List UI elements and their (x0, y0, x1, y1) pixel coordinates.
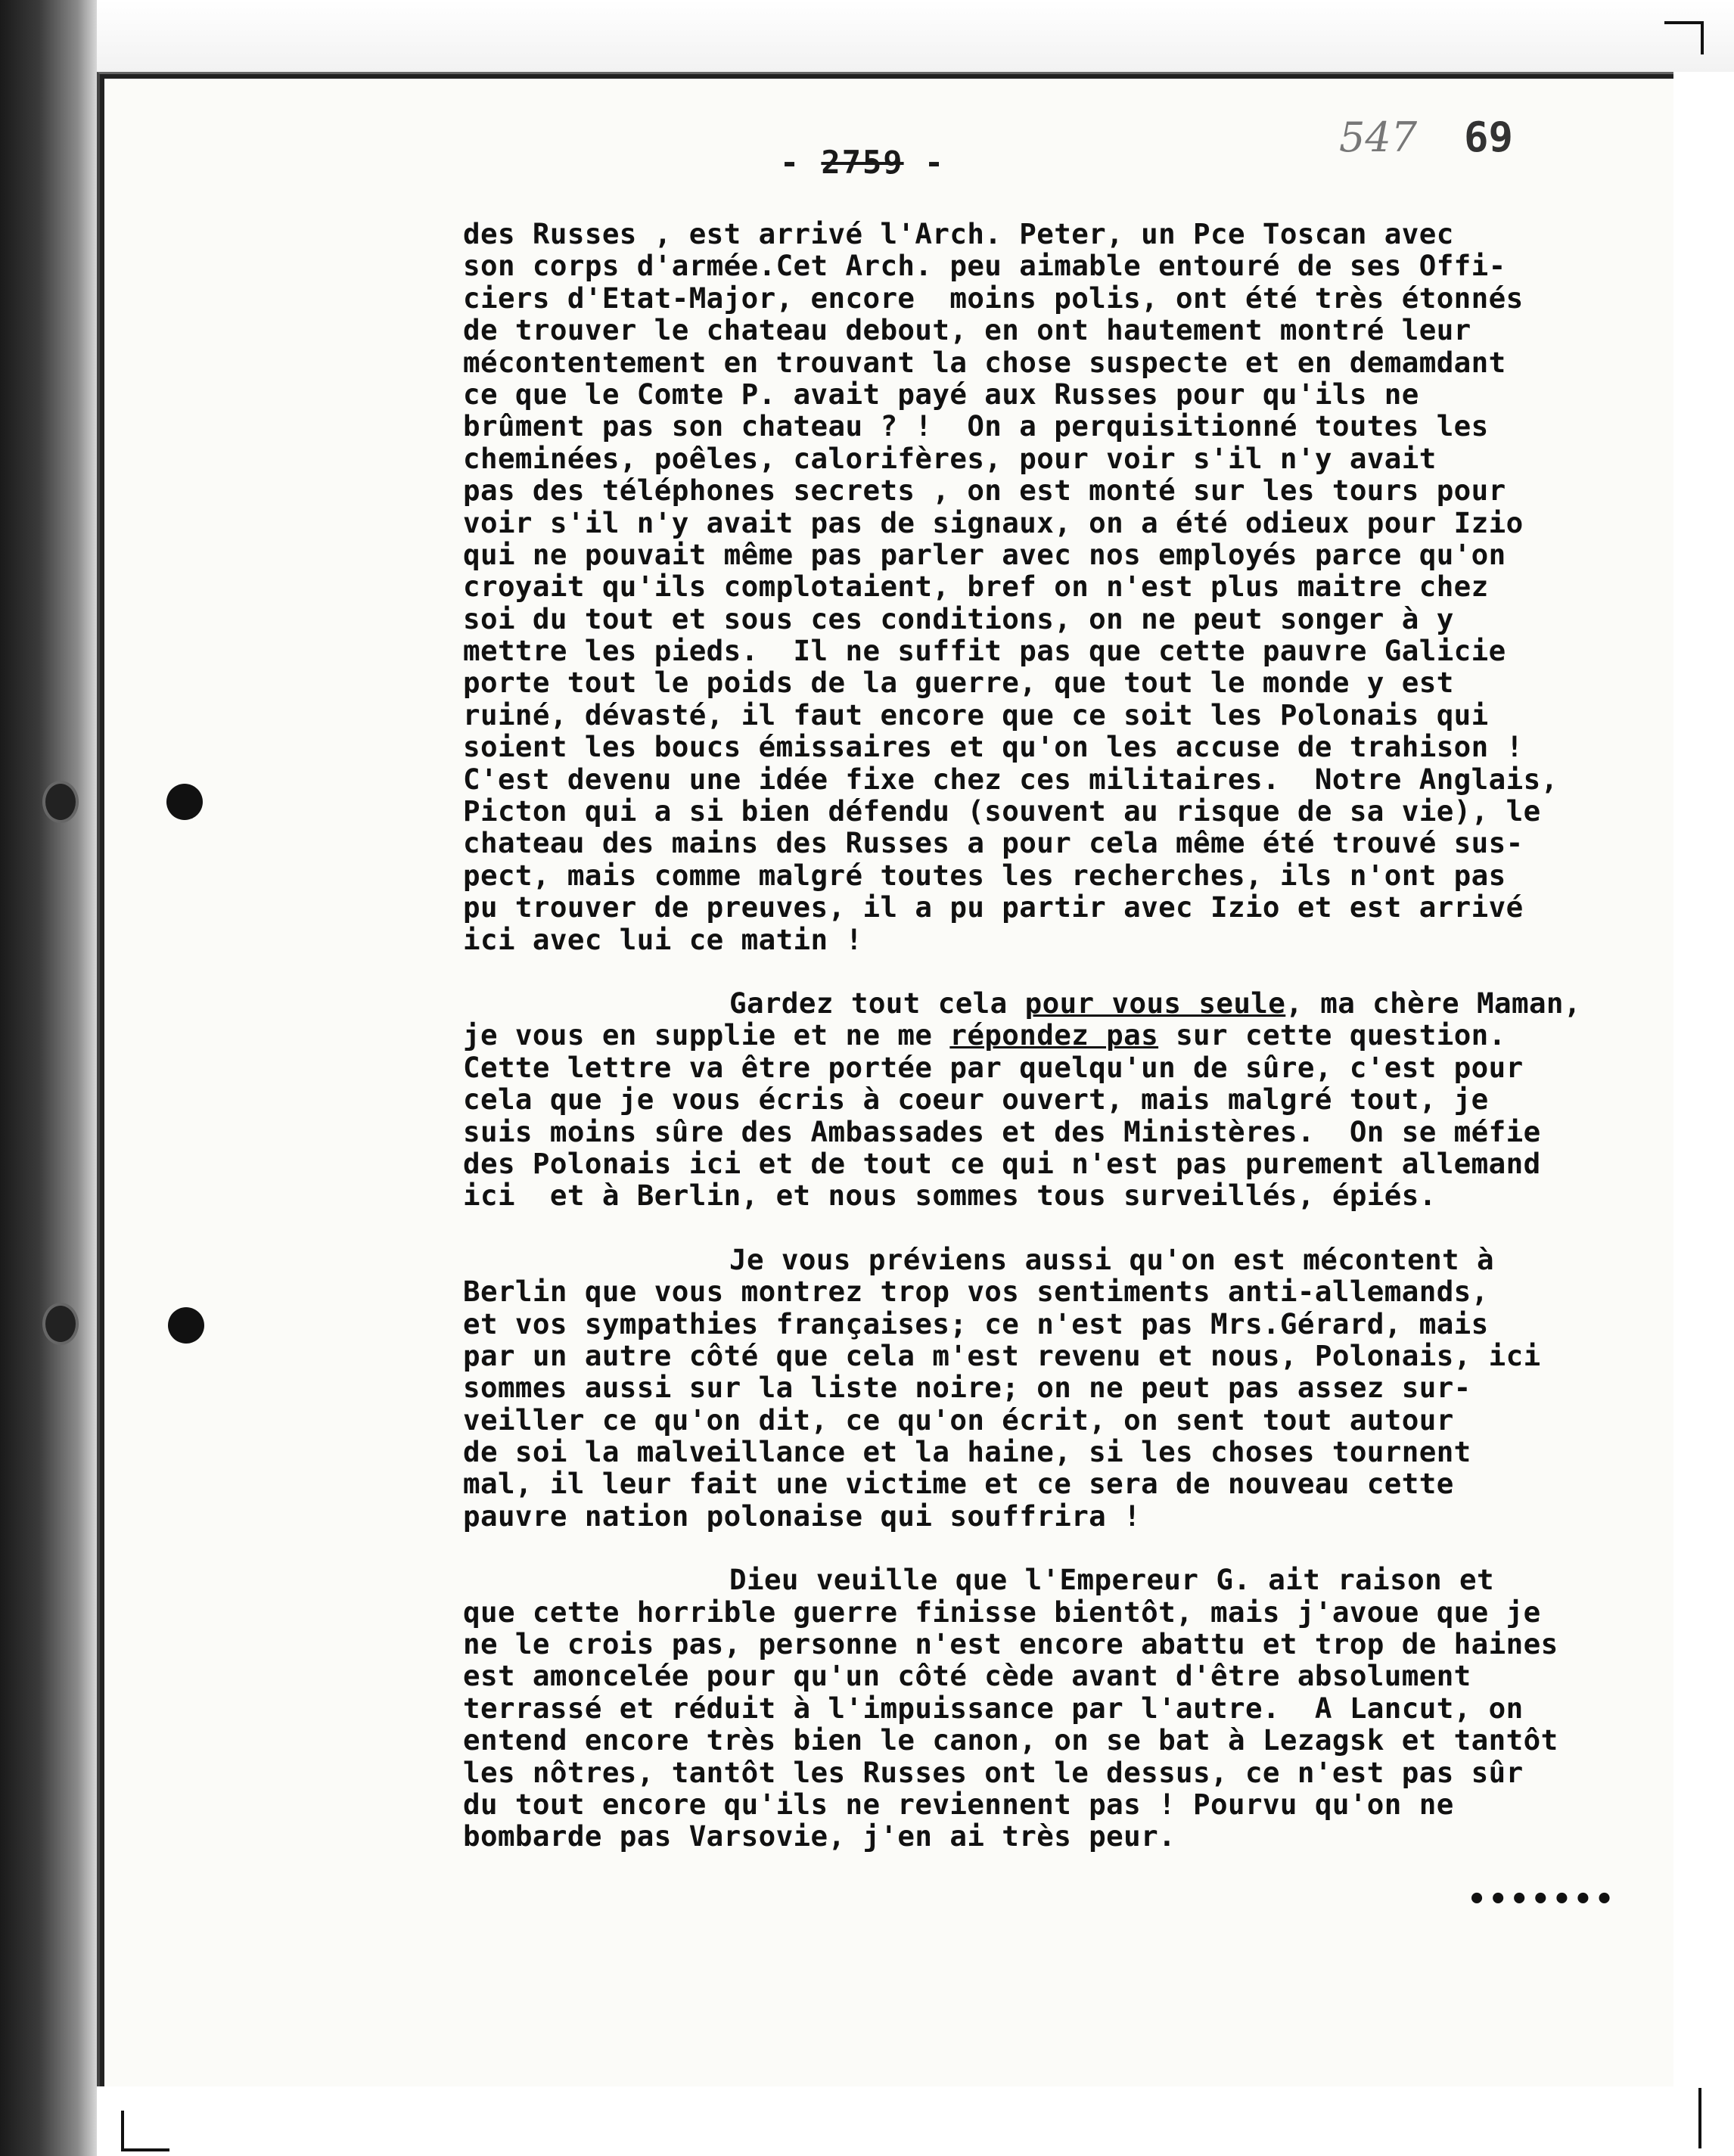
text-line: ruiné, dévasté, il faut encore que ce soit les Polonais qui (463, 697, 1489, 732)
text-line: que cette horrible guerre finisse bientôt, mais j'avoue que je (463, 1595, 1541, 1629)
text-line: pauvre nation polonaise qui souffrira ! (463, 1499, 1142, 1533)
text-line: Picton qui a si bien défendu (souvent au risque de sa vie), le (463, 794, 1541, 828)
text-line: les nôtres, tantôt les Russes ont le dessus, ce n'est pas sûr (463, 1755, 1524, 1789)
text-line: voir s'il n'y avait pas de signaux, on a été odieux pour Izio (463, 505, 1524, 539)
punch-hole-edge-upper (42, 781, 79, 823)
text-line: ce que le Comte P. avait payé aux Russes pour qu'ils ne (463, 377, 1419, 411)
text-line: est amoncelée pour qu'un côté cède avant d'être absolument (463, 1659, 1471, 1693)
text-line-indented: Gardez tout cela pour vous seule, ma chère Maman, (729, 986, 1581, 1020)
text-line: C'est devenu une idée fixe chez ces militaires. Notre Anglais, (463, 762, 1558, 796)
text-line: porte tout le poids de la guerre, que tout le monde y est (463, 666, 1454, 700)
text-line: entend encore très bien le canon, on se bat à Lezagsk et tantôt (463, 1723, 1558, 1757)
text-line: de trouver le chateau debout, en ont hautement montré leur (463, 313, 1471, 347)
text-line: mal, il leur fait une victime et ce sera de nouveau cette (463, 1467, 1454, 1501)
paragraph-3 (463, 1244, 1673, 1533)
scan-left-edge (0, 0, 97, 2156)
text-line: mécontentement en trouvant la chose suspecte et en demamdant (463, 345, 1506, 379)
text-line-indented: Je vous préviens aussi qu'on est mécontent à (729, 1242, 1494, 1276)
text-line-indented: Dieu veuille que l'Empereur G. ait raison et (729, 1563, 1494, 1597)
underlined-phrase: répondez pas (949, 1018, 1159, 1052)
text-line: terrassé et réduit à l'impuissance par l'autre. A Lancut, on (463, 1691, 1524, 1725)
text-line: Berlin que vous montrez trop vos sentiments anti-allemands, (463, 1275, 1489, 1309)
text-line: je vous en supplie et ne me répondez pas sur cette question. (463, 1018, 1506, 1052)
text-line: soient les boucs émissaires et qu'on les accuse de trahison ! (463, 730, 1524, 764)
text-line: suis moins sûre des Ambassades et des Ministères. On se méfie (463, 1114, 1541, 1148)
corner-mark-bottom-right (1698, 2088, 1701, 2148)
stamped-folio-number: 69 (1464, 113, 1514, 161)
text-line: sommes aussi sur la liste noire; on ne peut pas assez sur- (463, 1371, 1471, 1405)
text-line: son corps d'armée.Cet Arch. peu aimable entouré de ses Offi- (463, 249, 1506, 283)
text-line: pas des téléphones secrets , on est monté sur les tours pour (463, 474, 1506, 508)
text-line: ne le crois pas, personne n'est encore abattu et trop de haines (463, 1627, 1558, 1661)
text-line: des Russes , est arrivé l'Arch. Peter, un Pce Toscan avec (463, 217, 1454, 250)
text-line: pect, mais comme malgré toutes les recherches, ils n'ont pas (463, 858, 1506, 892)
text-line: de soi la malveillance et la haine, si les choses tournent (463, 1435, 1471, 1469)
closing-dots: ••••••• (1468, 1882, 1617, 1917)
text-line: ici et à Berlin, et nous sommes tous surveillés, épiés. (463, 1179, 1437, 1213)
punch-hole-upper (166, 784, 203, 820)
text-line: pu trouver de preuves, il a pu partir avec Izio et est arrivé (463, 890, 1524, 924)
text-line: Cette lettre va être portée par quelqu'un de sûre, c'est pour (463, 1050, 1524, 1084)
punch-hole-edge-lower (42, 1303, 79, 1345)
text-line: soi du tout et sous ces conditions, on ne peut songer à y (463, 601, 1454, 635)
text-line: du tout encore qu'ils ne reviennent pas ! Pourvu qu'on ne (463, 1787, 1454, 1821)
text-line: veiller ce qu'on dit, ce qu'on écrit, on sent tout autour (463, 1403, 1454, 1437)
paragraph-2 (463, 987, 1673, 1212)
paragraph-1 (463, 218, 1673, 955)
corner-mark-top-right (1664, 21, 1704, 54)
handwritten-folio-number: 547 (1339, 113, 1418, 161)
text-line: des Polonais ici et de tout ce qui n'est pas purement allemand (463, 1146, 1541, 1180)
text-line: qui ne pouvait même pas parler avec nos employés parce qu'on (463, 537, 1506, 571)
text-line: ici avec lui ce matin ! (463, 922, 863, 956)
page-number: - 2759 - (779, 144, 946, 181)
text-line: par un autre côté que cela m'est revenu et nous, Polonais, ici (463, 1338, 1541, 1372)
text-line: et vos sympathies françaises; ce n'est pas Mrs.Gérard, mais (463, 1306, 1489, 1341)
text-line: croyait qu'ils complotaient, bref on n'est plus maitre chez (463, 570, 1489, 604)
scan-top-margin (0, 0, 1734, 72)
text-line: chateau des mains des Russes a pour cela même été trouvé sus- (463, 826, 1524, 860)
text-line: brûment pas son chateau ? ! On a perquisitionné toutes les (463, 409, 1489, 443)
underlined-phrase: pour vous seule (1024, 986, 1286, 1020)
paragraph-4 (463, 1564, 1673, 1853)
punch-hole-lower (168, 1307, 204, 1344)
text-line: mettre les pieds. Il ne suffit pas que cette pauvre Galicie (463, 634, 1506, 668)
text-line: cheminées, poêles, calorifères, pour voir s'il n'y avait (463, 441, 1437, 475)
text-line: ciers d'Etat-Major, encore moins polis, ont été très étonnés (463, 281, 1524, 315)
text-line: bombarde pas Varsovie, j'en ai très peur. (463, 1819, 1176, 1853)
corner-mark-bottom-left (121, 2111, 169, 2151)
text-line: cela que je vous écris à coeur ouvert, mais malgré tout, je (463, 1083, 1489, 1117)
letter-body (463, 218, 1673, 1853)
